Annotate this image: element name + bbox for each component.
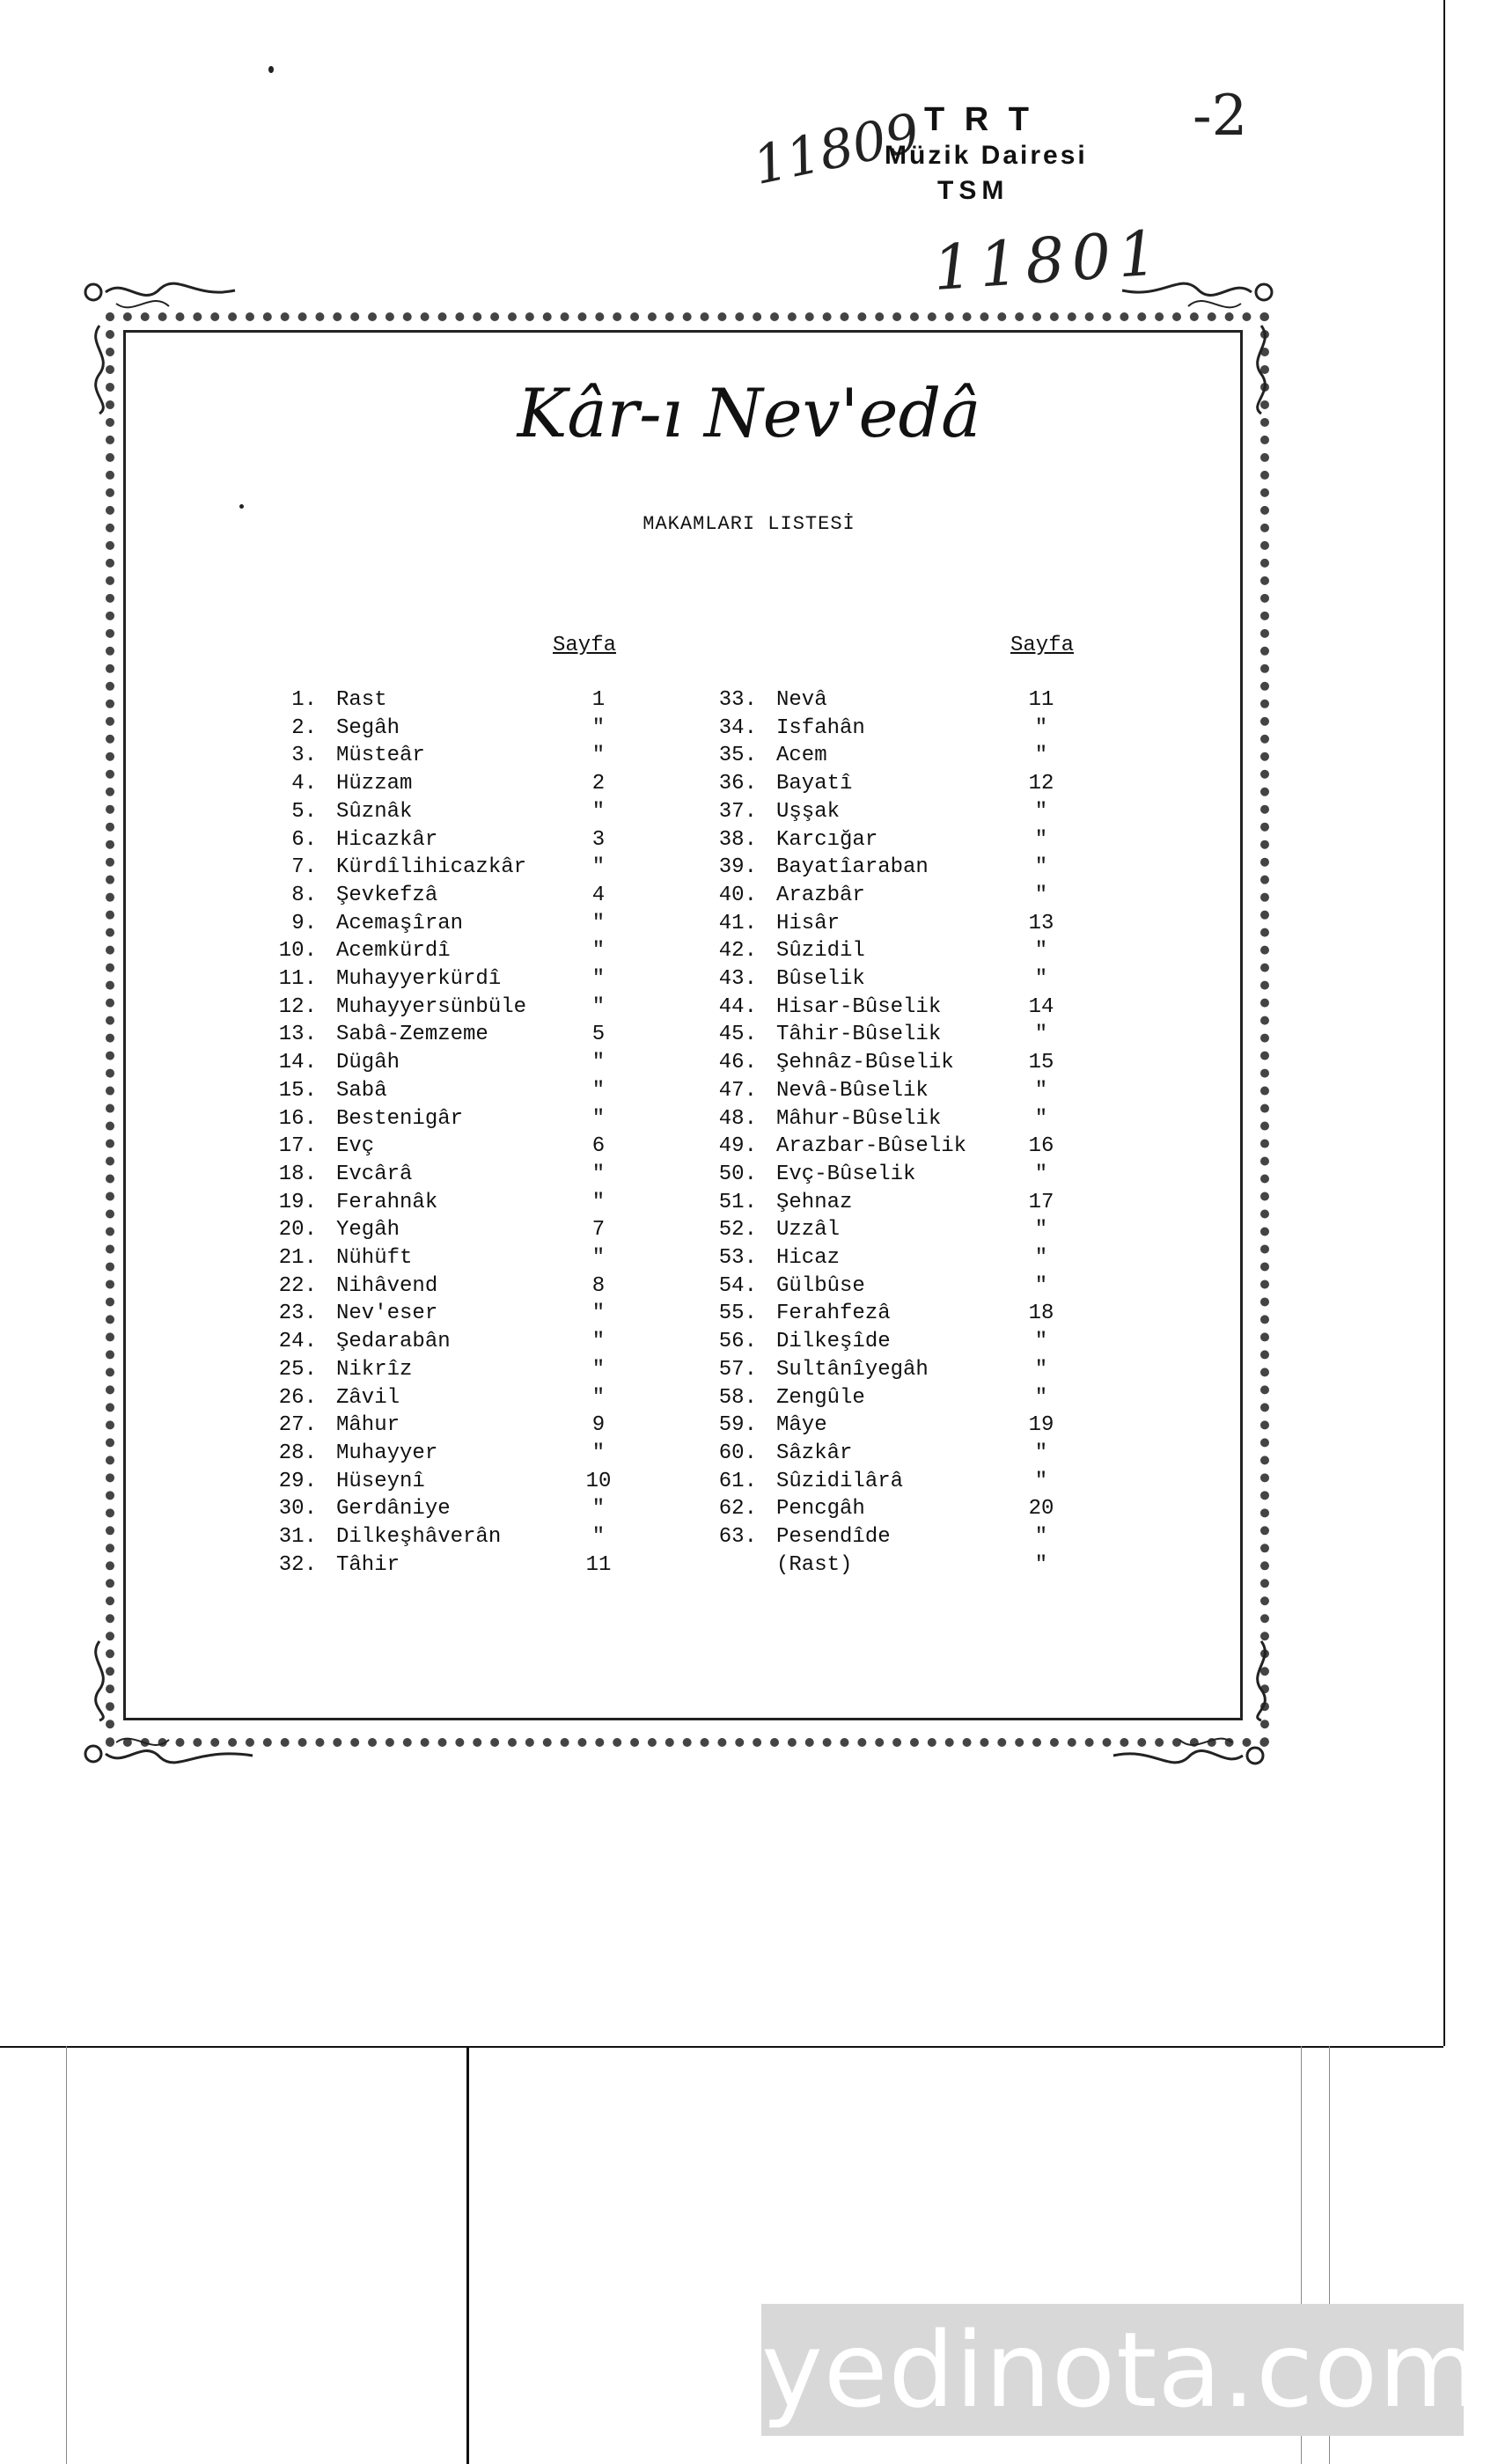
makam-row — [0, 1523, 1498, 1551]
makam-name: Evcârâ — [336, 1162, 413, 1186]
makam-number: 35. — [718, 744, 757, 768]
makam-name: Gerdâniye — [336, 1497, 451, 1522]
makam-row — [0, 910, 1498, 937]
makam-row — [0, 1384, 1498, 1412]
side-ornament-right-bottom — [1248, 1637, 1274, 1725]
column-header-left: Sayfa — [553, 634, 617, 657]
makam-number: 2. — [291, 715, 317, 740]
makam-row — [0, 1189, 1498, 1216]
makam-number: 13. — [278, 1023, 317, 1047]
makam-page: 19 — [1028, 1413, 1054, 1438]
makam-row — [0, 1216, 1498, 1243]
makam-number: 1. — [291, 688, 317, 712]
makam-page: " — [1034, 1441, 1048, 1465]
makam-number: 57. — [718, 1357, 757, 1382]
makam-page: " — [1034, 1023, 1048, 1047]
makam-name: Nevâ — [776, 688, 827, 712]
makam-number: 6. — [291, 827, 317, 852]
makam-row — [0, 1049, 1498, 1076]
column-header-right: Sayfa — [1010, 634, 1075, 657]
makam-name: Bestenigâr — [336, 1106, 464, 1131]
makam-name: Acem — [776, 744, 827, 768]
makam-number: 30. — [278, 1497, 317, 1522]
makam-name: Sabâ-Zemzeme — [336, 1023, 488, 1047]
makam-number: 8. — [291, 883, 317, 907]
makam-page: " — [1034, 939, 1048, 964]
makam-name: Şehnaz — [776, 1190, 853, 1214]
makam-name: Nev'eser — [336, 1302, 438, 1326]
makam-page: " — [1034, 827, 1048, 852]
makam-row — [0, 798, 1498, 825]
makam-name: Hicaz — [776, 1246, 841, 1270]
makam-name: Dilkeşhâverân — [336, 1525, 502, 1549]
makam-page: " — [591, 744, 606, 768]
makam-name: Yegâh — [336, 1218, 400, 1243]
makam-page: " — [1034, 1078, 1048, 1103]
makam-number: 20. — [278, 1218, 317, 1243]
makam-page: " — [1034, 744, 1048, 768]
makam-number: 58. — [718, 1385, 757, 1410]
makam-row — [0, 994, 1498, 1021]
makam-row — [0, 826, 1498, 854]
makam-number: 7. — [291, 855, 317, 880]
makam-number: 3. — [291, 744, 317, 768]
makam-name: Muhayyerkürdî — [336, 967, 502, 991]
makam-number: 54. — [718, 1273, 757, 1298]
makam-name: Sûzidil — [776, 939, 865, 964]
stamp-trt: T R T — [924, 101, 1034, 138]
makam-row — [0, 742, 1498, 769]
makam-name: Sûzidilârâ — [776, 1469, 904, 1493]
makam-page: 11 — [1028, 688, 1054, 712]
corner-ornament-bottom-right — [1109, 1720, 1267, 1773]
makam-name: Pencgâh — [776, 1497, 865, 1522]
page-divider — [0, 2046, 1443, 2048]
makam-name: Muhayyersünbüle — [336, 994, 527, 1019]
makam-page: 20 — [1028, 1497, 1054, 1522]
makam-number: 21. — [278, 1246, 317, 1270]
makam-number: 49. — [718, 1134, 757, 1159]
makam-page: 11 — [585, 1552, 612, 1577]
makam-page: 4 — [591, 883, 606, 907]
makam-number: 45. — [718, 1023, 757, 1047]
makam-page: " — [591, 799, 606, 824]
makam-number: 38. — [718, 827, 757, 852]
makam-number: 33. — [718, 688, 757, 712]
makam-number: 23. — [278, 1302, 317, 1326]
makam-number: 14. — [278, 1051, 317, 1075]
makam-name: Kürdîlihicazkâr — [336, 855, 527, 880]
makam-number: 52. — [718, 1218, 757, 1243]
makam-page: " — [591, 1078, 606, 1103]
makam-name: Sûznâk — [336, 799, 413, 824]
makam-page: " — [591, 1385, 606, 1410]
makam-row — [0, 1495, 1498, 1522]
makam-row — [0, 1468, 1498, 1495]
makam-page: " — [591, 1051, 606, 1075]
makam-page: " — [1034, 1385, 1048, 1410]
makam-number: 47. — [718, 1078, 757, 1103]
makam-number: 12. — [278, 994, 317, 1019]
makam-number: 31. — [278, 1525, 317, 1549]
makam-name: Nikrîz — [336, 1357, 413, 1382]
makam-page: 15 — [1028, 1051, 1054, 1075]
makam-number: 46. — [718, 1051, 757, 1075]
makam-name: Müsteâr — [336, 744, 425, 768]
makam-name: Bayatîaraban — [776, 855, 929, 880]
makam-row — [0, 882, 1498, 909]
makam-name: Segâh — [336, 715, 400, 740]
makam-number: 9. — [291, 911, 317, 935]
makam-number: 53. — [718, 1246, 757, 1270]
makam-name: Muhayyer — [336, 1441, 438, 1465]
makam-row — [0, 1551, 1498, 1579]
makam-name: Gülbûse — [776, 1273, 865, 1298]
makam-name: Hisar-Bûselik — [776, 994, 942, 1019]
makam-number: 40. — [718, 883, 757, 907]
makam-number: 34. — [718, 715, 757, 740]
makam-name: Uzzâl — [776, 1218, 841, 1243]
makam-name: Sabâ — [336, 1078, 387, 1103]
makam-name: Nühüft — [336, 1246, 413, 1270]
makam-row — [0, 1244, 1498, 1272]
makam-name: Mâhur-Bûselik — [776, 1106, 942, 1131]
makam-page: " — [1034, 1357, 1048, 1382]
makam-number: 37. — [718, 799, 757, 824]
makam-name: Zâvil — [336, 1385, 400, 1410]
makam-number: 60. — [718, 1441, 757, 1465]
makam-row — [0, 1161, 1498, 1188]
makam-page: " — [591, 1525, 606, 1549]
lower-column-line — [466, 2046, 469, 2464]
makam-name: Hüzzam — [336, 772, 413, 796]
makam-name: Ferahnâk — [336, 1190, 438, 1214]
makam-number: 29. — [278, 1469, 317, 1493]
makam-number: 39. — [718, 855, 757, 880]
makam-page: " — [1034, 799, 1048, 824]
makam-page: " — [1034, 1469, 1048, 1493]
makam-number: 17. — [278, 1134, 317, 1159]
makam-row — [0, 1300, 1498, 1327]
watermark: yedinota.com — [761, 2304, 1464, 2436]
makam-page: " — [1034, 855, 1048, 880]
makam-number: 5. — [291, 799, 317, 824]
makam-name: Evç-Bûselik — [776, 1162, 916, 1186]
makam-row — [0, 1021, 1498, 1048]
document-title: Kâr-ı Nev'edâ — [517, 374, 981, 452]
makam-page: 12 — [1028, 772, 1054, 796]
makam-number: 10. — [278, 939, 317, 964]
makam-page: " — [591, 1302, 606, 1326]
makam-page: " — [591, 1330, 606, 1354]
makam-page: " — [591, 939, 606, 964]
makam-name: Isfahân — [776, 715, 865, 740]
makam-name: Dilkeşîde — [776, 1330, 891, 1354]
makam-number: 51. — [718, 1190, 757, 1214]
makam-number: 24. — [278, 1330, 317, 1354]
makam-number: 28. — [278, 1441, 317, 1465]
makam-page: " — [1034, 1525, 1048, 1549]
makam-row — [0, 965, 1498, 993]
makam-name: Evç — [336, 1134, 375, 1159]
makam-page: 18 — [1028, 1302, 1054, 1326]
stray-mark — [268, 66, 274, 73]
makam-page: " — [1034, 715, 1048, 740]
makam-page: " — [591, 1106, 606, 1131]
makam-name: Tâhir-Bûselik — [776, 1023, 942, 1047]
makam-row — [0, 770, 1498, 797]
document-subtitle: MAKAMLARI LISTESİ — [643, 513, 855, 535]
makam-number: 27. — [278, 1413, 317, 1438]
makam-name: Acemaşîran — [336, 911, 464, 935]
makam-page: " — [1034, 1330, 1048, 1354]
makam-page: " — [591, 1190, 606, 1214]
makam-page: 9 — [591, 1413, 606, 1438]
makam-page: 5 — [591, 1023, 606, 1047]
makam-page: 6 — [591, 1134, 606, 1159]
makam-name: Hisâr — [776, 911, 841, 935]
makam-name: Mâhur — [336, 1413, 400, 1438]
makam-row — [0, 1133, 1498, 1160]
makam-page: 10 — [585, 1469, 612, 1493]
makam-page: " — [1034, 1106, 1048, 1131]
makam-row — [0, 1440, 1498, 1467]
makam-name: Uşşak — [776, 799, 841, 824]
makam-row — [0, 937, 1498, 964]
makam-name: Şevkefzâ — [336, 883, 438, 907]
makam-number: 15. — [278, 1078, 317, 1103]
makam-page: 16 — [1028, 1134, 1054, 1159]
makam-row — [0, 854, 1498, 881]
makam-number: 11. — [278, 967, 317, 991]
lower-column-line — [66, 2046, 67, 2464]
makam-number: 16. — [278, 1106, 317, 1131]
side-ornament-left-bottom — [86, 1637, 113, 1725]
corner-ornament-bottom-left — [81, 1720, 257, 1773]
makam-number: 4. — [291, 772, 317, 796]
makam-row — [0, 715, 1498, 742]
makam-number: 26. — [278, 1385, 317, 1410]
makam-number: 50. — [718, 1162, 757, 1186]
makam-name: Bayatî — [776, 772, 853, 796]
page-marker: -2 — [1193, 84, 1248, 149]
corner-ornament-top-left — [81, 273, 239, 326]
stamp-department: Müzik Dairesi — [885, 141, 1088, 170]
makam-name: Tâhir — [336, 1552, 400, 1577]
makam-name: Şehnâz-Bûselik — [776, 1051, 954, 1075]
makam-number: 44. — [718, 994, 757, 1019]
makam-list-right — [0, 686, 1498, 1584]
makam-name: Acemkürdî — [336, 939, 451, 964]
makam-page: " — [591, 1246, 606, 1270]
makam-number: 63. — [718, 1525, 757, 1549]
makam-number: 18. — [278, 1162, 317, 1186]
makam-page: " — [1034, 1218, 1048, 1243]
second-number: 11801 — [930, 216, 1167, 305]
makam-number: 48. — [718, 1106, 757, 1131]
makam-row — [0, 1328, 1498, 1355]
makam-page: " — [1034, 1246, 1048, 1270]
makam-name: Dügâh — [336, 1051, 400, 1075]
makam-row — [0, 1356, 1498, 1383]
makam-name: Ferahfezâ — [776, 1302, 891, 1326]
makam-page: " — [591, 1497, 606, 1522]
makam-name: Arazbâr — [776, 883, 865, 907]
makam-page: " — [591, 967, 606, 991]
makam-name: Sultânîyegâh — [776, 1357, 929, 1382]
makam-number: 55. — [718, 1302, 757, 1326]
makam-page: 3 — [591, 827, 606, 852]
makam-name: Nevâ-Bûselik — [776, 1078, 929, 1103]
makam-name: Şedarabân — [336, 1330, 451, 1354]
makam-name: Pesendîde — [776, 1525, 891, 1549]
makam-name: Rast — [336, 688, 387, 712]
makam-row — [0, 1077, 1498, 1104]
makam-page: " — [1034, 1273, 1048, 1298]
makam-page: 8 — [591, 1273, 606, 1298]
makam-number: 25. — [278, 1357, 317, 1382]
makam-row — [0, 686, 1498, 714]
makam-name: Karcığar — [776, 827, 878, 852]
makam-name: Bûselik — [776, 967, 865, 991]
makam-page: 13 — [1028, 911, 1054, 935]
makam-number: 41. — [718, 911, 757, 935]
makam-number: 56. — [718, 1330, 757, 1354]
makam-page: " — [1034, 1552, 1048, 1577]
makam-number: 19. — [278, 1190, 317, 1214]
makam-row — [0, 1272, 1498, 1300]
makam-page: " — [1034, 1162, 1048, 1186]
makam-page: " — [591, 715, 606, 740]
stamp-tsm: TSM — [937, 176, 1010, 205]
makam-page: " — [591, 855, 606, 880]
makam-name: Zengûle — [776, 1385, 865, 1410]
makam-name: Mâye — [776, 1413, 827, 1438]
archive-number: 11809 — [747, 101, 926, 198]
makam-name: Hicazkâr — [336, 827, 438, 852]
makam-name: (Rast) — [776, 1552, 853, 1577]
makam-number: 22. — [278, 1273, 317, 1298]
makam-name: Arazbar-Bûselik — [776, 1134, 967, 1159]
makam-row — [0, 1105, 1498, 1133]
makam-page: " — [1034, 883, 1048, 907]
makam-name: Sâzkâr — [776, 1441, 853, 1465]
makam-page: 7 — [591, 1218, 606, 1243]
makam-page: " — [1034, 967, 1048, 991]
makam-number: 32. — [278, 1552, 317, 1577]
makam-page: 2 — [591, 772, 606, 796]
makam-page: 14 — [1028, 994, 1054, 1019]
makam-name: Nihâvend — [336, 1273, 438, 1298]
makam-page: " — [591, 994, 606, 1019]
makam-page: 1 — [591, 688, 606, 712]
makam-page: " — [591, 1357, 606, 1382]
makam-page: 17 — [1028, 1190, 1054, 1214]
makam-number: 36. — [718, 772, 757, 796]
makam-row — [0, 1412, 1498, 1439]
makam-page: " — [591, 1162, 606, 1186]
makam-page: " — [591, 1441, 606, 1465]
makam-number: 62. — [718, 1497, 757, 1522]
corner-ornament-top-right — [1118, 273, 1276, 326]
makam-page: " — [591, 911, 606, 935]
makam-name: Hüseynî — [336, 1469, 425, 1493]
makam-number: 43. — [718, 967, 757, 991]
makam-number: 59. — [718, 1413, 757, 1438]
makam-number: 42. — [718, 939, 757, 964]
makam-number: 61. — [718, 1469, 757, 1493]
